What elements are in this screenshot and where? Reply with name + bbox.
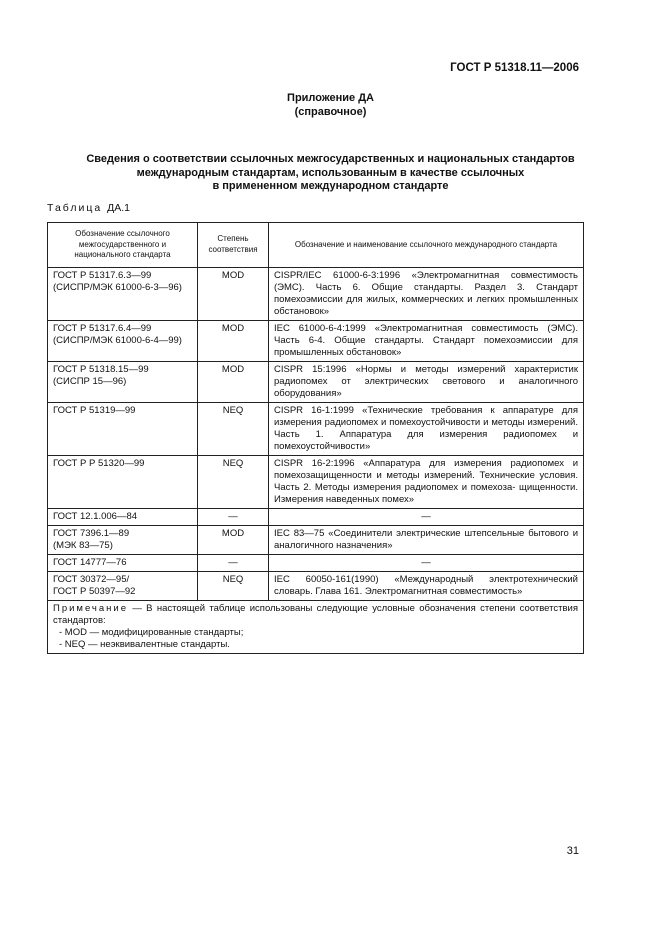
table-row [48, 508, 584, 525]
note-body: — В настоящей таблице использованы следующие условные обозначения степени соответствия стандартов: [53, 602, 578, 626]
standard-code: ГОСТ 7396.1—89 [53, 527, 130, 539]
standard-cell [48, 455, 198, 508]
header-international-standard: Обозначение и наименование ссылочного международного стандарта [269, 223, 584, 268]
table-caption-word: Таблица [47, 202, 103, 214]
header-degree: Степень соответствия [198, 223, 269, 268]
annex-title-block [0, 91, 661, 119]
table-header-row [48, 223, 584, 268]
degree-cell: NEQ [198, 571, 269, 600]
standard-cell [48, 402, 198, 455]
standard-code-alt: (СИСПР/МЭК 61000-6-4—99) [53, 334, 182, 346]
degree-cell: — [198, 554, 269, 571]
table-row [48, 320, 584, 361]
table-row [48, 361, 584, 402]
degree-cell: MOD [198, 267, 269, 320]
table-caption [47, 202, 130, 214]
standard-code: ГОСТ Р Р 51320—99 [53, 457, 145, 469]
standard-code: ГОСТ Р 51319—99 [53, 404, 136, 416]
standard-code-alt: (МЭК 83—75) [53, 539, 113, 551]
table-row [48, 267, 584, 320]
standard-code: ГОСТ 30372—95/ [53, 573, 130, 585]
heading-line-3: в примененном международном стандарте [212, 180, 449, 192]
standard-cell [48, 571, 198, 600]
standard-code-alt: (СИСПР/МЭК 61000-6-3—96) [53, 281, 182, 293]
standard-code: ГОСТ 12.1.006—84 [53, 510, 138, 522]
table-row [48, 554, 584, 571]
international-standard-cell: IEC 83—75 «Соединители электрические штепсельные бытового и аналогичного назначения» [269, 525, 584, 554]
table-row [48, 402, 584, 455]
international-standard-cell: — [269, 508, 584, 525]
standard-code-alt: ГОСТ Р 50397—92 [53, 585, 136, 597]
degree-cell: — [198, 508, 269, 525]
international-standard-cell: IEC 60050-161(1990) «Международный электротехнический словарь. Глава 161. Электромагнитная совместимость» [269, 571, 584, 600]
standard-code: ГОСТ Р 51317.6.3—99 [53, 269, 152, 281]
degree-cell: MOD [198, 320, 269, 361]
standard-cell [48, 267, 198, 320]
international-standard-cell: CISPR/IEC 61000-6-3:1996 «Электромагнитная совместимость (ЭМС). Часть 6. Общие стандарты. Раздел 3. Стандарт помехоэмиссии для жилых, коммерческих и легких промышленных обстановок» [269, 267, 584, 320]
standard-code: ГОСТ Р 51318.15—99 [53, 363, 149, 375]
standard-cell [48, 525, 198, 554]
heading-line-2: международным стандартам, использованным в качестве ссылочных [136, 166, 525, 179]
table-row [48, 455, 584, 508]
note-item-neq: - NEQ — неэквивалентные стандарты. [59, 638, 230, 650]
international-standard-cell: CISPR 15:1996 «Нормы и методы измерений характеристик радиопомех от электрических светового и аналогичного оборудования» [269, 361, 584, 402]
standard-cell [48, 508, 198, 525]
table-caption-number: ДА.1 [107, 202, 130, 214]
section-heading [40, 153, 621, 194]
annex-title: Приложение ДА [287, 92, 374, 104]
degree-cell: MOD [198, 525, 269, 554]
international-standard-cell: — [269, 554, 584, 571]
note-label: Примечание [53, 602, 128, 614]
table-row [48, 525, 584, 554]
correspondence-table [47, 222, 584, 654]
standard-code-alt: (СИСПР 15—96) [53, 375, 127, 387]
international-standard-cell: IEC 61000-6-4:1999 «Электромагнитная совместимость (ЭМС). Часть 6-4. Общие стандарты. Стандарт помехоэмиссии для промышленных обстановок» [269, 320, 584, 361]
standard-code: ГОСТ 14777—76 [53, 556, 127, 568]
standard-code: ГОСТ Р 51317.6.4—99 [53, 322, 152, 334]
standard-cell [48, 554, 198, 571]
table-row [48, 571, 584, 600]
table-note-row [48, 600, 584, 653]
note-item-mod: - MOD — модифицированные стандарты; [59, 626, 244, 638]
standard-cell [48, 320, 198, 361]
heading-line-1: Сведения о соответствии ссылочных межгосударственных и национальных стандартов [86, 153, 575, 165]
standard-cell [48, 361, 198, 402]
table-note [48, 600, 584, 653]
note-text [53, 603, 578, 627]
document-code: ГОСТ Р 51318.11—2006 [450, 62, 579, 74]
degree-cell: MOD [198, 361, 269, 402]
degree-cell: NEQ [198, 455, 269, 508]
annex-subtitle: (справочное) [294, 106, 367, 118]
page-number: 31 [566, 845, 579, 857]
header-standard-designation: Обозначение ссылочного межгосударственного и национального стандарта [48, 223, 198, 268]
international-standard-cell: CISPR 16-1:1999 «Технические требования к аппаратуре для измерения радиопомех и помехоустойчивости и методы измерений. Часть 1. Аппаратура для измерения радиопомех и помехоустойчивости» [269, 402, 584, 455]
international-standard-cell: CISPR 16-2:1996 «Аппаратура для измерения радиопомех и помехозащищенности и методы измерений. Технические условия. Часть 2. Методы измерения радиопомех и помехоза- щищенности. Измерения наведенных помех» [269, 455, 584, 508]
degree-cell: NEQ [198, 402, 269, 455]
